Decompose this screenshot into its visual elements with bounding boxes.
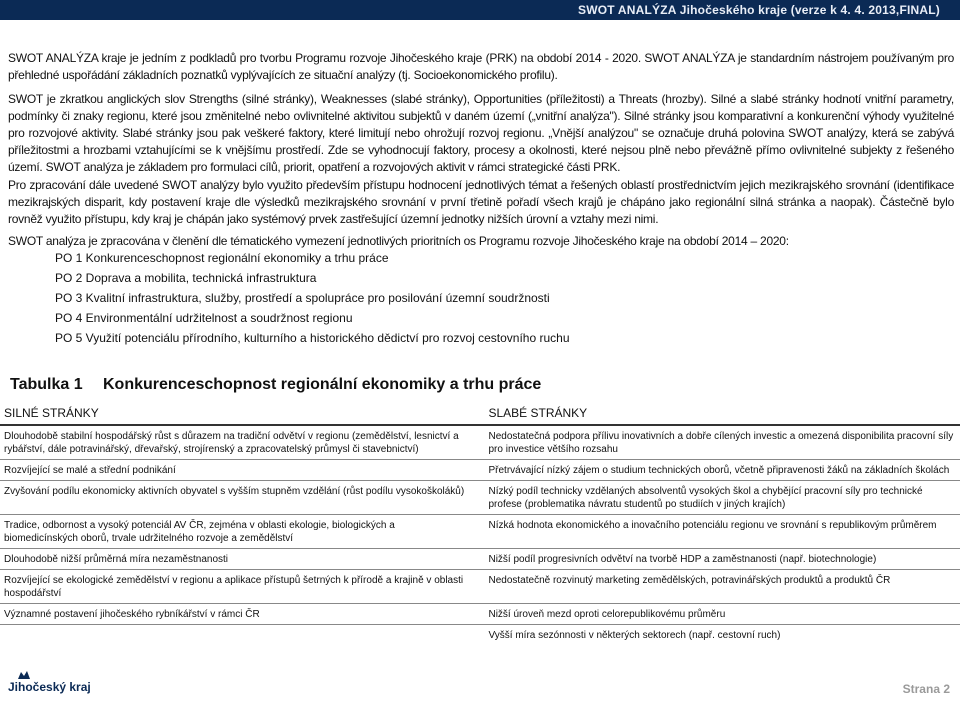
swot-definition-paragraph: SWOT je zkratkou anglických slov Strengths (silné stránky), Weaknesses (slabé stránky), Opportunities (příležitosti) a Threats (hrozby). Silné a slabé stránky hodnotí vnitřní parametry, podmínky či znaky regionu, které jsou změnitelné nebo ovlivnitelné aktivitou subjektů v daném území („vnitřní analýza"). Silné stránky jsou komparativní a konkurenční výhody využitelné pro rozvojové aktivity. Slabé stránky jsou pak veškeré faktory, které limitují nebo ohrožují rozvoj regionu. „Vnější analýzou" se označuje druhá polovina SWOT analýzy, která se zabývá příležitostmi a hrozbami vztahujícími se k vnějšímu prostředí. Zde se vyhodnocují faktory, procesy a okolnosti, které nejsou plně nebo převážně přímo ovlivnitelné subjekty z řešeného území. SWOT analýza je základem pro formulaci cílů, priorit, opatření a rozvojových aktivit v rámci strategické části PRK. [8, 92, 954, 174]
priority-axes-list [55, 248, 570, 348]
swot-table-header [0, 402, 960, 425]
page-number: Strana 2 [902, 682, 950, 696]
weakness-cell: Nízký podíl technicky vzdělaných absolventů vysokých škol a chybějící pracovní síly pro technické profese (problematika návratu studentů po studiích v jiných krajích) [484, 481, 960, 515]
table-row [0, 570, 960, 604]
table-row [0, 604, 960, 625]
weakness-cell: Nízká hodnota ekonomického a inovačního potenciálu regionu ve srovnání s republikovým průměrem [484, 515, 960, 549]
strengths-header: SILNÉ STRÁNKY [0, 402, 484, 425]
priority-axis-item: PO 2 Doprava a mobilita, technická infrastruktura [55, 271, 317, 285]
strength-cell [0, 625, 484, 646]
logo-crest-icon [17, 670, 31, 680]
document-title: SWOT ANALÝZA Jihočeského kraje (verze k 4. 4. 2013,FINAL) [578, 3, 940, 17]
strength-cell: Dlouhodobě stabilní hospodářský růst s důrazem na tradiční odvětví v regionu (zemědělství, lesnictví a rybářství, dále potravinářský, dřevařský, strojírenský a zpracovatelský průmysl či stavebnictví) [0, 425, 484, 460]
weakness-cell: Nižší podíl progresivních odvětví na tvorbě HDP a zaměstnanosti (např. biotechnologie) [484, 549, 960, 570]
strength-cell: Tradice, odbornost a vysoký potenciál AV ČR, zejména v oblasti ekologie, biologických a biomedicínských oborů, trvale udržitelného rozvoje a zemědělství [0, 515, 484, 549]
weakness-cell: Přetrvávající nízký zájem o studium technických oborů, včetně připravenosti žáků na základních školách [484, 460, 960, 481]
table-row [0, 549, 960, 570]
logo-text: Jihočeský kraj [8, 680, 91, 694]
table-row [0, 515, 960, 549]
priority-axis-item: PO 4 Environmentální udržitelnost a soudržnost regionu [55, 311, 353, 325]
strength-cell: Významné postavení jihočeského rybníkářství v rámci ČR [0, 604, 484, 625]
weaknesses-header: SLABÉ STRÁNKY [484, 402, 960, 425]
structure-paragraph: SWOT analýza je zpracována v členění dle tématického vymezení jednotlivých prioritních os Programu rozvoje Jihočeského kraje na období 2014 – 2020: [8, 234, 789, 248]
table-caption [10, 376, 541, 394]
table-caption-number: Tabulka 1 [10, 376, 83, 393]
table-row [0, 425, 960, 460]
priority-axis-item: PO 5 Využití potenciálu přírodního, kulturního a historického dědictví pro rozvoj cestovního ruchu [55, 331, 570, 345]
weakness-cell: Nižší úroveň mezd oproti celorepublikovému průměru [484, 604, 960, 625]
priority-axis-item: PO 1 Konkurenceschopnost regionální ekonomiky a trhu práce [55, 251, 389, 265]
region-logo [8, 680, 91, 694]
strength-cell: Rozvíjející se ekologické zemědělství v regionu a aplikace přístupů šetrných k přírodě a krajině v oblasti hospodářství [0, 570, 484, 604]
swot-table [0, 402, 960, 645]
priority-axis-item: PO 3 Kvalitní infrastruktura, služby, prostředí a spolupráce pro posilování územní soudržnosti [55, 291, 550, 305]
intro-paragraph: SWOT ANALÝZA kraje je jedním z podkladů pro tvorbu Programu rozvoje Jihočeského kraje (PRK) na období 2014 - 2020. SWOT ANALÝZA je standardním nástrojem používaným pro přehledné uspořádání základních poznatků vyplývajících ze situační analýzy (tj. Socioekonomického profilu). [8, 51, 954, 82]
page-footer [0, 672, 960, 702]
header-bar [0, 0, 960, 20]
strength-cell: Zvyšování podílu ekonomicky aktivních obyvatel s vyšším stupněm vzdělání (růst podílu vysokoškoláků) [0, 481, 484, 515]
strength-cell: Dlouhodobě nižší průměrná míra nezaměstnanosti [0, 549, 484, 570]
table-row [0, 625, 960, 646]
strength-cell: Rozvíjející se malé a střední podnikání [0, 460, 484, 481]
table-caption-title: Konkurenceschopnost regionální ekonomiky a trhu práce [103, 376, 542, 393]
weakness-cell: Nedostatečná podpora přílivu inovativních a dobře cílených investic a omezená disponibilita pracovní síly pro investice většího rozsahu [484, 425, 960, 460]
table-row [0, 460, 960, 481]
weakness-cell: Vyšší míra sezónnosti v některých sektorech (např. cestovní ruch) [488, 630, 781, 641]
table-row [0, 481, 960, 515]
methodology-paragraph: Pro zpracování dále uvedené SWOT analýzy bylo využito především přístupu hodnocení jednotlivých témat a řešených oblastí prostřednictvím jejich mezikrajského srovnání (identifikace mezikrajských disparit, kdy postavení kraje dle výsledků mezikrajského srovnání v první třetině pořadí všech krajů je chápáno jako regionální silná stránka a naopak). Částečně bylo rovněž využito přístupu, kdy kraj je chápán jako systémový prvek zastřešující územní jednotky nižších úrovní a vztahy mezi nimi. [8, 178, 954, 226]
weakness-cell: Nedostatečně rozvinutý marketing zemědělských, potravinářských produktů a produktů ČR [484, 570, 960, 604]
